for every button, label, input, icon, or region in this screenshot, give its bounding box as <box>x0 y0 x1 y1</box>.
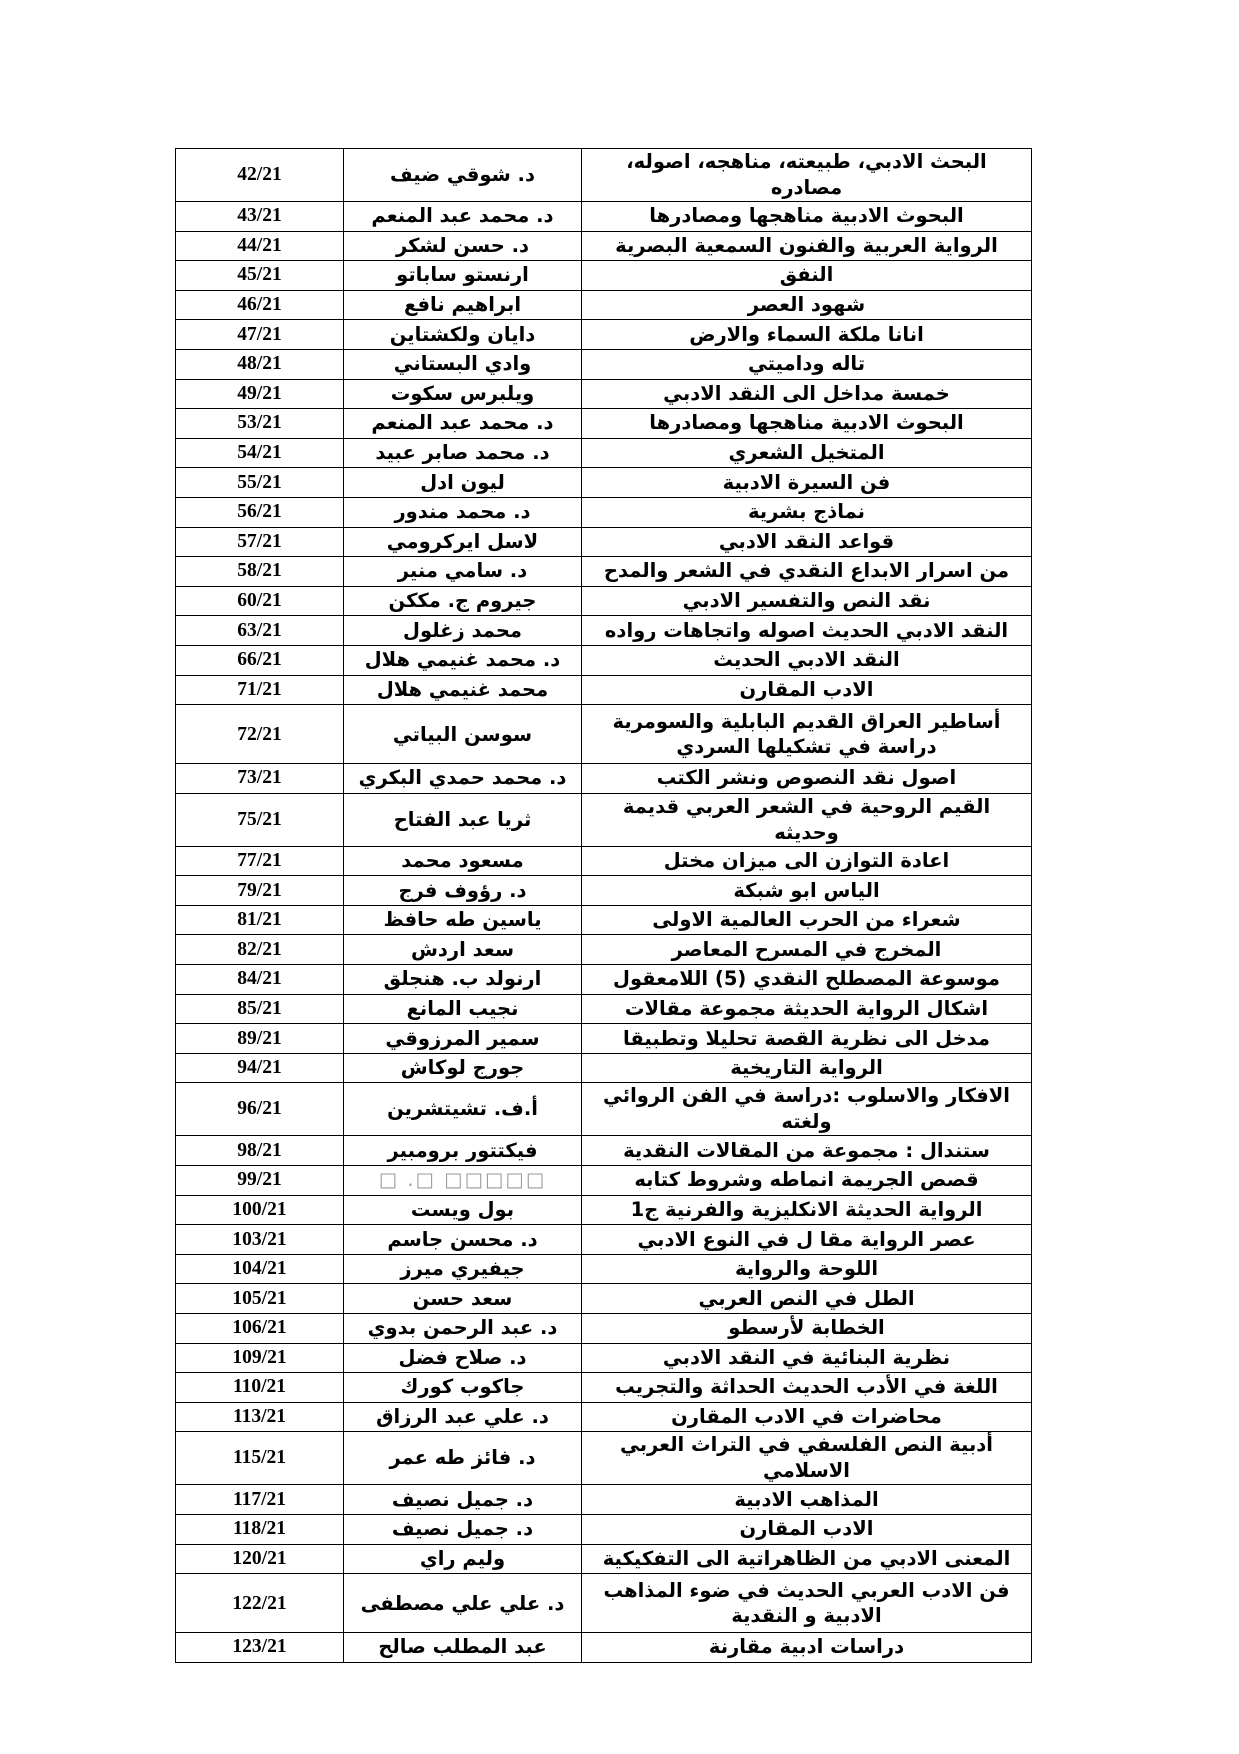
title-cell: انانا ملكة السماء والارض <box>582 320 1032 350</box>
author-cell: سوسن البياتي <box>344 705 582 764</box>
table-row <box>176 1166 1032 1196</box>
book-catalog-table <box>175 148 1032 1663</box>
title-cell: البحوث الادبية مناهجها ومصادرها <box>582 409 1032 439</box>
author-cell: د. جميل نصيف <box>344 1485 582 1515</box>
table-row <box>176 1225 1032 1255</box>
book-code-cell: 45/21 <box>176 261 344 291</box>
book-code-cell: 53/21 <box>176 409 344 439</box>
book-code-cell: 123/21 <box>176 1633 344 1663</box>
title-cell: البحث الادبي، طبيعته، مناهجه، اصوله، مصادره <box>582 149 1032 202</box>
title-cell: ستندال : مجموعة من المقالات النقدية <box>582 1136 1032 1166</box>
title-cell: البحوث الادبية مناهجها ومصادرها <box>582 202 1032 232</box>
title-cell: نماذج بشرية <box>582 497 1032 527</box>
title-cell: نظرية البنائية في النقد الادبي <box>582 1343 1032 1373</box>
table-row <box>176 1136 1032 1166</box>
author-cell: د. محمد عبد المنعم <box>344 202 582 232</box>
book-code-cell: 89/21 <box>176 1024 344 1054</box>
author-cell: جيفيري ميرز <box>344 1254 582 1284</box>
table-row <box>176 349 1032 379</box>
book-code-cell: 77/21 <box>176 846 344 876</box>
title-cell: اشكال الرواية الحديثة مجموعة مقالات <box>582 994 1032 1024</box>
author-cell: محمد زغلول <box>344 616 582 646</box>
author-cell: جيروم ج. مككن <box>344 586 582 616</box>
author-cell: د. محمد غنيمي هلال <box>344 645 582 675</box>
book-code-cell: 73/21 <box>176 764 344 794</box>
book-code-cell: 57/21 <box>176 527 344 557</box>
book-code-cell: 103/21 <box>176 1225 344 1255</box>
table-row <box>176 261 1032 291</box>
table-row <box>176 1633 1032 1663</box>
book-code-cell: 104/21 <box>176 1254 344 1284</box>
book-code-cell: 113/21 <box>176 1402 344 1432</box>
title-cell: دراسات ادبية مقارنة <box>582 1633 1032 1663</box>
author-cell: ثريا عبد الفتاح <box>344 793 582 846</box>
author-cell: فيكتتور برومبير <box>344 1136 582 1166</box>
title-cell: الرواية التاريخية <box>582 1053 1032 1083</box>
title-cell: فن الادب العربي الحديث في ضوء المذاهب الادبية و النقدية <box>582 1574 1032 1633</box>
book-code-cell: 110/21 <box>176 1373 344 1403</box>
author-cell: وليم راي <box>344 1544 582 1574</box>
table-row <box>176 202 1032 232</box>
title-cell: نقد النص والتفسير الادبي <box>582 586 1032 616</box>
author-cell: ارنستو ساباتو <box>344 261 582 291</box>
book-code-cell: 81/21 <box>176 905 344 935</box>
table-row <box>176 645 1032 675</box>
book-code-cell: 122/21 <box>176 1574 344 1633</box>
book-code-cell: 58/21 <box>176 557 344 587</box>
title-cell: فن السيرة الادبية <box>582 468 1032 498</box>
table-row <box>176 557 1032 587</box>
table-row <box>176 994 1032 1024</box>
book-code-cell: 60/21 <box>176 586 344 616</box>
author-cell: أ.ف. تشيتشرين <box>344 1083 582 1136</box>
author-cell: سعد اردش <box>344 935 582 965</box>
table-row <box>176 320 1032 350</box>
table-row <box>176 586 1032 616</box>
book-code-cell: 48/21 <box>176 349 344 379</box>
title-cell: محاضرات في الادب المقارن <box>582 1402 1032 1432</box>
title-cell: موسوعة المصطلح النقدي (5) اللامعقول <box>582 965 1032 995</box>
table-row <box>176 1514 1032 1544</box>
author-cell: د. رؤوف فرج <box>344 876 582 906</box>
table-row <box>176 876 1032 906</box>
author-cell: د. علي علي مصطفى <box>344 1574 582 1633</box>
title-cell: أساطير العراق القديم البابلية والسومرية دراسة في تشكيلها السردي <box>582 705 1032 764</box>
author-cell: ياسين طه حافظ <box>344 905 582 935</box>
author-cell: ابراهيم نافع <box>344 290 582 320</box>
table-row <box>176 1373 1032 1403</box>
book-code-cell: 117/21 <box>176 1485 344 1515</box>
table-row <box>176 1083 1032 1136</box>
book-code-cell: 54/21 <box>176 438 344 468</box>
table-row <box>176 1485 1032 1515</box>
table-row <box>176 438 1032 468</box>
title-cell: عصر الرواية مقا ل في النوع الادبي <box>582 1225 1032 1255</box>
author-cell: عبد المطلب صالح <box>344 1633 582 1663</box>
author-cell: د. علي عبد الرزاق <box>344 1402 582 1432</box>
table-row <box>176 149 1032 202</box>
book-code-cell: 44/21 <box>176 231 344 261</box>
book-code-cell: 118/21 <box>176 1514 344 1544</box>
title-cell: النقد الادبي الحديث اصوله واتجاهات رواده <box>582 616 1032 646</box>
table-row <box>176 290 1032 320</box>
table-row <box>176 379 1032 409</box>
author-cell: سمير المرزوقي <box>344 1024 582 1054</box>
title-cell: اللغة في الأدب الحديث الحداثة والتجريب <box>582 1373 1032 1403</box>
author-cell: محمد غنيمي هلال <box>344 675 582 705</box>
table-row <box>176 935 1032 965</box>
book-code-cell: 106/21 <box>176 1314 344 1344</box>
book-code-cell: 100/21 <box>176 1195 344 1225</box>
book-code-cell: 42/21 <box>176 149 344 202</box>
author-cell: د. حسن لشكر <box>344 231 582 261</box>
author-cell: دايان ولكشتاين <box>344 320 582 350</box>
author-cell: د. فائز طه عمر <box>344 1432 582 1485</box>
author-cell: د. شوقي ضيف <box>344 149 582 202</box>
book-code-cell: 79/21 <box>176 876 344 906</box>
book-code-cell: 56/21 <box>176 497 344 527</box>
table-row <box>176 409 1032 439</box>
book-code-cell: 105/21 <box>176 1284 344 1314</box>
book-code-cell: 71/21 <box>176 675 344 705</box>
title-cell: الرواية العربية والفنون السمعية البصرية <box>582 231 1032 261</box>
table-row <box>176 1284 1032 1314</box>
title-cell: الطل في النص العربي <box>582 1284 1032 1314</box>
title-cell: المخرج في المسرح المعاصر <box>582 935 1032 965</box>
book-code-cell: 49/21 <box>176 379 344 409</box>
table-row <box>176 1544 1032 1574</box>
title-cell: شعراء من الحرب العالمية الاولى <box>582 905 1032 935</box>
title-cell: مدخل الى نظرية القصة تحليلا وتطبيقا <box>582 1024 1032 1054</box>
title-cell: الرواية الحديثة الانكليزية والفرنية ج1 <box>582 1195 1032 1225</box>
author-cell: مسعود محمد <box>344 846 582 876</box>
book-code-cell: 98/21 <box>176 1136 344 1166</box>
book-code-cell: 82/21 <box>176 935 344 965</box>
title-cell: اللوحة والرواية <box>582 1254 1032 1284</box>
table-row <box>176 1314 1032 1344</box>
table-row <box>176 846 1032 876</box>
title-cell: النفق <box>582 261 1032 291</box>
table-row <box>176 764 1032 794</box>
table-row <box>176 905 1032 935</box>
catalog-page <box>175 148 1032 1663</box>
author-cell: سعد حسن <box>344 1284 582 1314</box>
author-cell: □□□□□ □. □ <box>344 1166 582 1196</box>
book-code-cell: 66/21 <box>176 645 344 675</box>
author-cell: ليون ادل <box>344 468 582 498</box>
book-code-cell: 115/21 <box>176 1432 344 1485</box>
author-cell: د. محسن جاسم <box>344 1225 582 1255</box>
table-row <box>176 675 1032 705</box>
catalog-table-body <box>176 149 1032 1663</box>
author-cell: د. جميل نصيف <box>344 1514 582 1544</box>
title-cell: أدبية النص الفلسفي في التراث العربي الاسلامي <box>582 1432 1032 1485</box>
title-cell: الافكار والاسلوب :دراسة في الفن الروائي ولغته <box>582 1083 1032 1136</box>
table-row <box>176 527 1032 557</box>
table-row <box>176 1402 1032 1432</box>
author-cell: د. صلاح فضل <box>344 1343 582 1373</box>
book-code-cell: 75/21 <box>176 793 344 846</box>
book-code-cell: 55/21 <box>176 468 344 498</box>
book-code-cell: 84/21 <box>176 965 344 995</box>
title-cell: الياس ابو شبكة <box>582 876 1032 906</box>
title-cell: اصول نقد النصوص ونشر الكتب <box>582 764 1032 794</box>
book-code-cell: 43/21 <box>176 202 344 232</box>
title-cell: المذاهب الادبية <box>582 1485 1032 1515</box>
book-code-cell: 47/21 <box>176 320 344 350</box>
table-row <box>176 1254 1032 1284</box>
book-code-cell: 63/21 <box>176 616 344 646</box>
title-cell: اعادة التوازن الى ميزان مختل <box>582 846 1032 876</box>
author-cell: د. محمد حمدي البكري <box>344 764 582 794</box>
author-cell: د. سامي منير <box>344 557 582 587</box>
table-row <box>176 793 1032 846</box>
title-cell: قواعد النقد الادبي <box>582 527 1032 557</box>
book-code-cell: 109/21 <box>176 1343 344 1373</box>
author-cell: وادي البستاني <box>344 349 582 379</box>
table-row <box>176 965 1032 995</box>
table-row <box>176 468 1032 498</box>
book-code-cell: 46/21 <box>176 290 344 320</box>
title-cell: النقد الادبي الحديث <box>582 645 1032 675</box>
table-row <box>176 1343 1032 1373</box>
table-row <box>176 705 1032 764</box>
book-code-cell: 94/21 <box>176 1053 344 1083</box>
table-row <box>176 497 1032 527</box>
table-row <box>176 1053 1032 1083</box>
author-cell: نجيب المانع <box>344 994 582 1024</box>
title-cell: الخطابة لأرسطو <box>582 1314 1032 1344</box>
table-row <box>176 1195 1032 1225</box>
title-cell: شهود العصر <box>582 290 1032 320</box>
book-code-cell: 120/21 <box>176 1544 344 1574</box>
title-cell: خمسة مداخل الى النقد الادبي <box>582 379 1032 409</box>
author-cell: ارنولد ب. هنجلق <box>344 965 582 995</box>
title-cell: قصص الجريمة انماطه وشروط كتابه <box>582 1166 1032 1196</box>
title-cell: المعنى الادبي من الظاهراتية الى التفكيكية <box>582 1544 1032 1574</box>
title-cell: الادب المقارن <box>582 675 1032 705</box>
title-cell: القيم الروحية في الشعر العربي قديمة وحديثه <box>582 793 1032 846</box>
title-cell: من اسرار الابداع النقدي في الشعر والمدح <box>582 557 1032 587</box>
book-code-cell: 99/21 <box>176 1166 344 1196</box>
table-row <box>176 1574 1032 1633</box>
author-cell: لاسل ايركرومي <box>344 527 582 557</box>
table-row <box>176 616 1032 646</box>
title-cell: الادب المقارن <box>582 1514 1032 1544</box>
author-cell: جورج لوكاش <box>344 1053 582 1083</box>
table-row <box>176 231 1032 261</box>
author-cell: د. محمد صابر عبيد <box>344 438 582 468</box>
book-code-cell: 72/21 <box>176 705 344 764</box>
title-cell: المتخيل الشعري <box>582 438 1032 468</box>
book-code-cell: 96/21 <box>176 1083 344 1136</box>
table-row <box>176 1432 1032 1485</box>
table-row <box>176 1024 1032 1054</box>
book-code-cell: 85/21 <box>176 994 344 1024</box>
author-cell: د. عبد الرحمن بدوي <box>344 1314 582 1344</box>
author-cell: د. محمد عبد المنعم <box>344 409 582 439</box>
author-cell: جاكوب كورك <box>344 1373 582 1403</box>
author-cell: بول ويست <box>344 1195 582 1225</box>
author-cell: د. محمد مندور <box>344 497 582 527</box>
author-cell: ويلبرس سكوت <box>344 379 582 409</box>
title-cell: تاله وداميتي <box>582 349 1032 379</box>
